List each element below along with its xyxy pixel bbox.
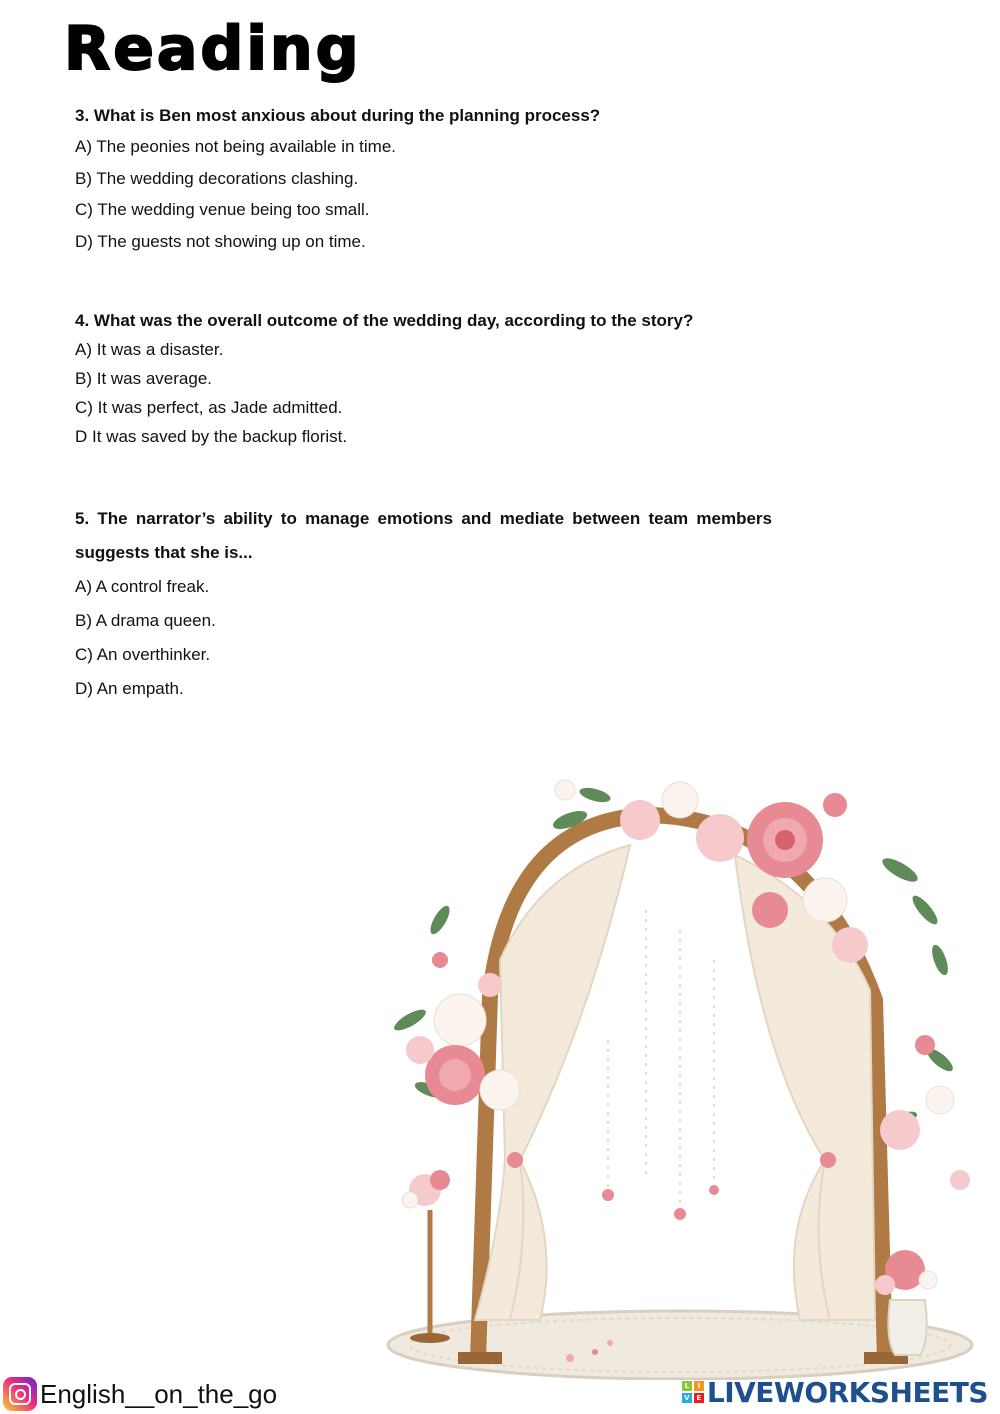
page-title: Reading — [64, 14, 362, 84]
answer-option[interactable]: D It was saved by the backup florist. — [75, 427, 348, 446]
answer-option[interactable]: B) It was average. — [75, 369, 213, 388]
question-5 — [75, 502, 772, 706]
question-4 — [75, 309, 772, 454]
instagram-handle-text: English__on_the_go — [40, 1378, 278, 1409]
logo-letter: L — [682, 1381, 692, 1391]
answer-option[interactable]: C) An overthinker. — [75, 645, 211, 664]
answer-option[interactable]: C) The wedding venue being too small. — [75, 200, 370, 219]
right-drape — [735, 855, 875, 1320]
question-3 — [75, 104, 772, 261]
logo-letter: I — [694, 1381, 704, 1391]
wedding-arch-illustration — [380, 760, 980, 1380]
question-stem: 4. What was the overall outcome of the wedding day, according to the story? — [75, 311, 694, 330]
liveworksheets-logo-icon — [682, 1381, 704, 1403]
liveworksheets-brand[interactable] — [682, 1374, 988, 1410]
brand-name: LIVEWORKSHEETS — [706, 1375, 988, 1409]
instagram-icon — [3, 1377, 37, 1411]
answer-option[interactable]: B) A drama queen. — [75, 611, 216, 630]
answer-option[interactable]: D) An empath. — [75, 679, 184, 698]
instagram-handle[interactable] — [0, 1374, 277, 1414]
answer-option[interactable]: A) It was a disaster. — [75, 340, 224, 359]
answer-option[interactable]: C) It was perfect, as Jade admitted. — [75, 398, 343, 417]
question-stem: 3. What is Ben most anxious about during the planning process? — [75, 106, 601, 125]
answer-option[interactable]: A) The peonies not being available in time. — [75, 137, 396, 156]
logo-letter: E — [694, 1393, 704, 1403]
logo-letter: V — [682, 1393, 692, 1403]
question-stem: 5. The narrator’s ability to manage emotions and mediate between team members suggests that she is... — [75, 509, 772, 562]
answer-option[interactable]: D) The guests not showing up on time. — [75, 231, 366, 251]
answer-option[interactable]: A) A control freak. — [75, 577, 210, 596]
answer-option[interactable]: B) The wedding decorations clashing. — [75, 168, 359, 188]
